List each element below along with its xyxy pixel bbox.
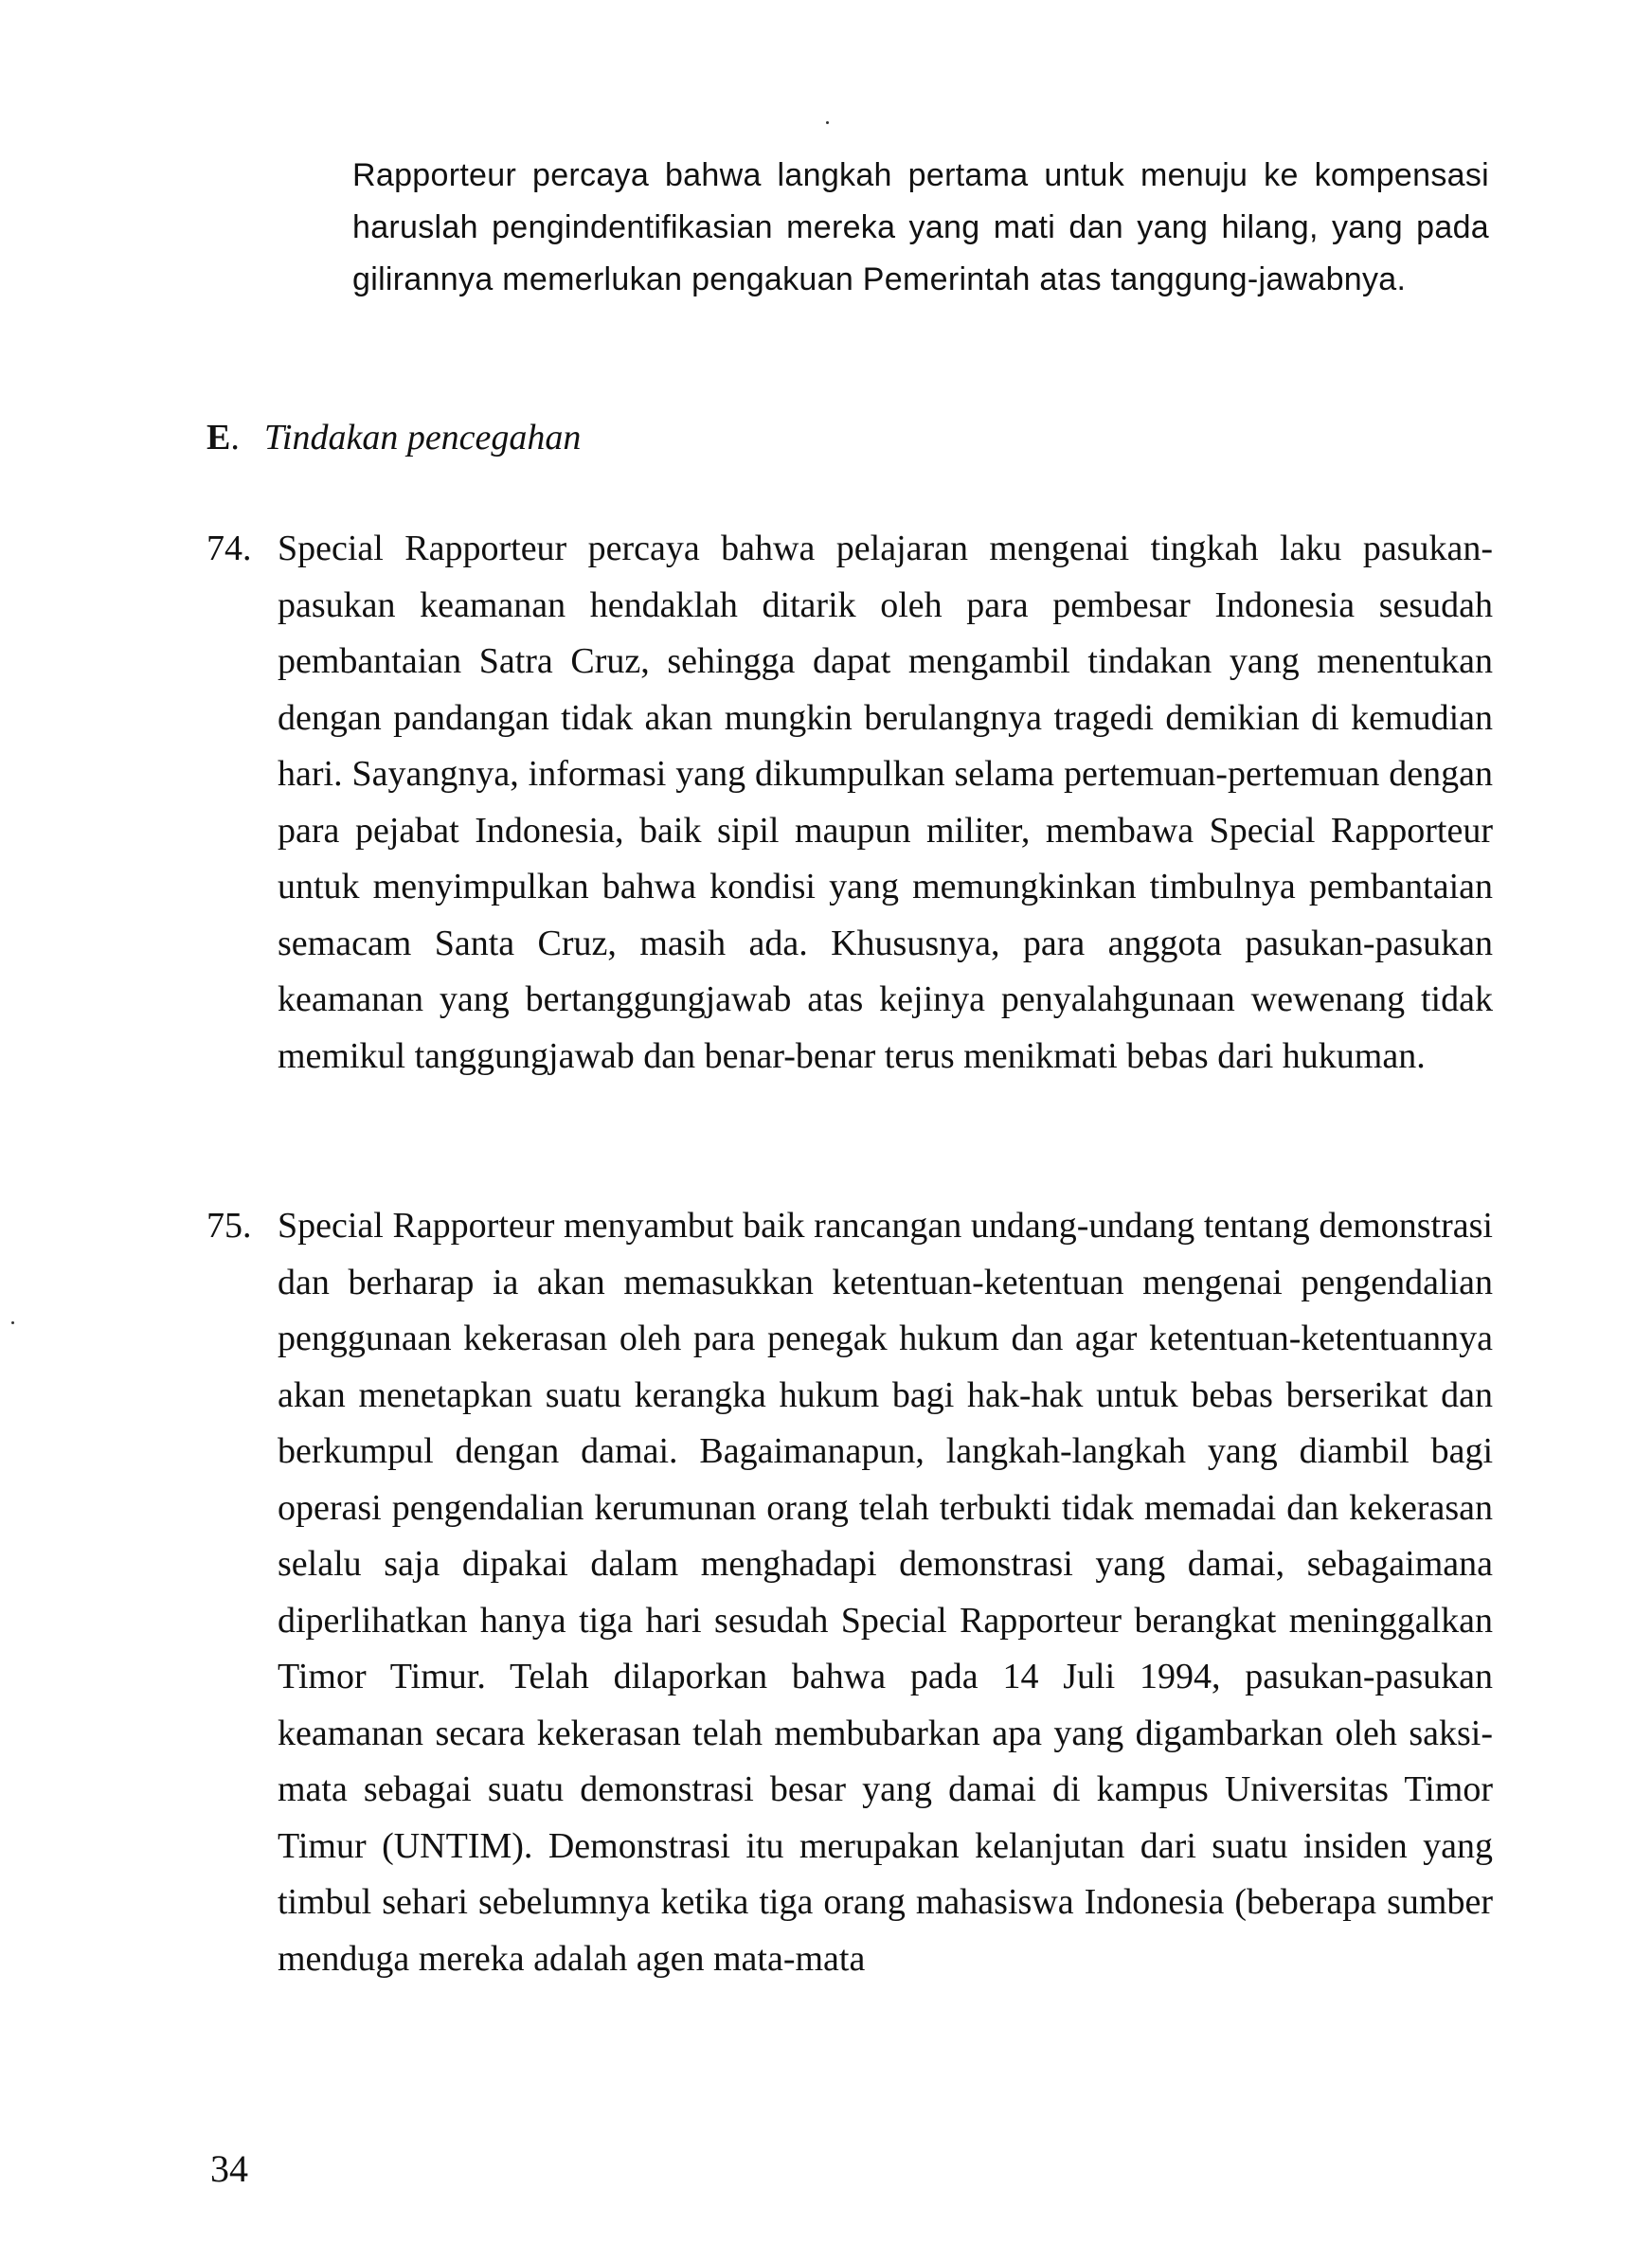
paragraph-number: 74. xyxy=(206,529,252,568)
scan-speck xyxy=(826,121,829,124)
paragraph-text: Special Rapporteur menyambut baik rancangan undang-undang tentang demonstrasi dan berharap ia akan memasukkan ketentuan-ketentuan mengenai pengendalian penggunaan kekerasan oleh para penegak hukum dan agar ketentuan-ketentuannya akan menetapkan suatu kerangka hukum bagi hak-hak untuk bebas berserikat dan berkumpul dengan damai. Bagaimanapun, langkah-langkah yang diambil bagi operasi pengendalian kerumunan orang telah terbukti tidak memadai dan kekerasan selalu saja dipakai dalam menghadapi demonstrasi yang damai, sebagaimana diperlihatkan hanya tiga hari sesudah Special Rapporteur berangkat meninggalkan Timor Timur. Telah dilaporkan bahwa pada 14 Juli 1994, pasukan-pasukan keamanan secara kekerasan telah membubarkan apa yang digambarkan oleh saksi-mata sebagai suatu demonstrasi besar yang damai di kampus Universitas Timor Timur (UNTIM). Demonstrasi itu merupakan kelanjutan dari suatu insiden yang timbul sehari sebelumnya ketika tiga orang mahasiswa Indonesia (beberapa sumber menduga mereka adalah agen mata-mata xyxy=(278,1206,1493,1979)
paragraph-74 xyxy=(206,521,1493,1085)
intro-paragraph: Rapporteur percaya bahwa langkah pertama untuk menuju ke kompensasi haruslah pengindentifikasian mereka yang mati dan yang hilang, yang pada gilirannya memerlukan pengakuan Pemerintah atas tanggung-jawabnya. xyxy=(352,157,1489,297)
page-number: 34 xyxy=(210,2147,248,2190)
scan-speck xyxy=(11,1321,14,1324)
section-heading xyxy=(206,409,581,466)
paragraph-number: 75. xyxy=(206,1206,252,1246)
paragraph-75 xyxy=(206,1198,1493,1987)
section-separator: . xyxy=(230,418,240,458)
section-letter: E xyxy=(206,418,231,458)
paragraph-text: Special Rapporteur percaya bahwa pelajaran mengenai tingkah laku pasukan-pasukan keamanan hendaklah ditarik oleh para pembesar Indonesia sesudah pembantaian Satra Cruz, sehingga dapat mengambil tindakan yang menentukan dengan pandangan tidak akan mungkin berulangnya tragedi demikian di kemudian hari. Sayangnya, informasi yang dikumpulkan selama pertemuan-pertemuan dengan para pejabat Indonesia, baik sipil maupun militer, membawa Special Rapporteur untuk menyimpulkan bahwa kondisi yang memungkinkan timbulnya pembantaian semacam Santa Cruz, masih ada. Khususnya, para anggota pasukan-pasukan keamanan yang bertanggungjawab atas kejinya penyalahgunaan wewenang tidak memikul tanggungjawab dan benar-benar terus menikmati bebas dari hukuman. xyxy=(278,529,1493,1076)
section-title: Tindakan pencegahan xyxy=(263,418,582,458)
